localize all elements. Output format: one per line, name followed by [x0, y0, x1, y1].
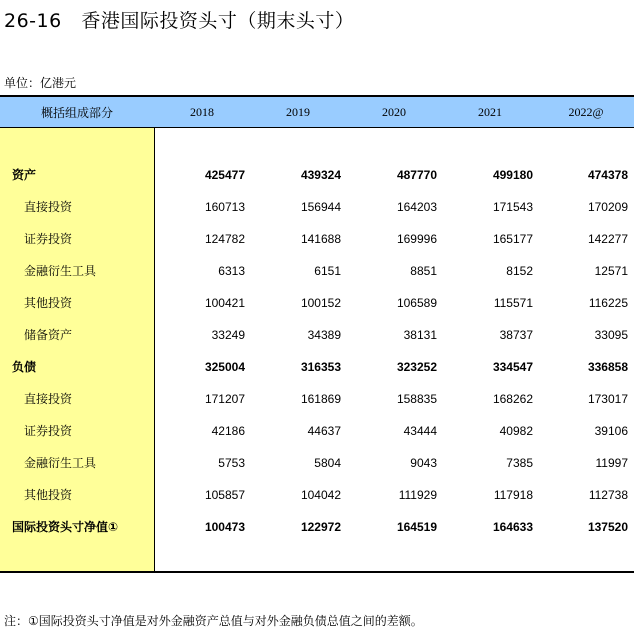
- row-value: 100473: [204, 520, 245, 534]
- row-value: 8851: [410, 264, 437, 278]
- row-value: 323252: [396, 360, 437, 374]
- row-label: 证券投资: [24, 424, 73, 438]
- row-value: 336858: [587, 360, 628, 374]
- header-year: 2021: [442, 97, 539, 127]
- row-value: 169996: [396, 232, 437, 246]
- row-value: 122972: [300, 520, 341, 534]
- row-value: 104042: [300, 488, 341, 502]
- row-value: 487770: [396, 168, 437, 182]
- table-row: [0, 319, 634, 351]
- row-value: 165177: [492, 232, 533, 246]
- row-value: 160713: [204, 200, 245, 214]
- row-value: 141688: [300, 232, 341, 246]
- table-row: [0, 287, 634, 319]
- table-row: [0, 447, 634, 479]
- row-value: 6151: [314, 264, 341, 278]
- row-value: 111929: [398, 488, 437, 502]
- row-value: 124782: [204, 232, 245, 246]
- row-label: 直接投资: [24, 392, 73, 406]
- row-label: 其他投资: [24, 488, 73, 502]
- row-label: 证券投资: [24, 232, 73, 246]
- row-value: 42186: [211, 424, 245, 438]
- row-value: 170209: [587, 200, 628, 214]
- header-year: 2019: [250, 97, 347, 127]
- table-row: [0, 351, 634, 383]
- row-value: 142277: [587, 232, 628, 246]
- row-value: 474378: [587, 168, 628, 182]
- row-value: 40982: [499, 424, 533, 438]
- row-value: 6313: [218, 264, 245, 278]
- header-year: 2022@: [538, 97, 634, 127]
- row-value: 173017: [587, 392, 628, 406]
- table-row: [0, 415, 634, 447]
- row-value: 171207: [204, 392, 245, 406]
- row-value: 33095: [594, 328, 628, 342]
- row-value: 117918: [493, 488, 533, 502]
- row-value: 9043: [410, 456, 437, 470]
- row-label: 金融衍生工具: [24, 264, 97, 278]
- row-value: 7385: [506, 456, 533, 470]
- table-row: [0, 191, 634, 223]
- row-value: 161869: [300, 392, 341, 406]
- row-value: 100421: [204, 296, 245, 310]
- row-value: 171543: [492, 200, 533, 214]
- row-value: 439324: [300, 168, 341, 182]
- row-value: 106589: [396, 296, 437, 310]
- row-value: 100152: [300, 296, 341, 310]
- row-value: 43444: [403, 424, 437, 438]
- row-label: 国际投资头寸净值①: [12, 520, 119, 534]
- row-value: 8152: [506, 264, 533, 278]
- row-label: 其他投资: [24, 296, 73, 310]
- row-value: 44637: [307, 424, 341, 438]
- row-value: 112738: [588, 488, 628, 502]
- row-value: 38737: [499, 328, 533, 342]
- row-value: 5804: [314, 456, 341, 470]
- row-value: 158835: [396, 392, 437, 406]
- unit-label: 单位：亿港元: [4, 76, 77, 90]
- row-value: 105857: [204, 488, 245, 502]
- footnote: 注：①国际投资头寸净值是对外金融资产总值与对外金融负债总值之间的差额。: [4, 614, 423, 628]
- row-value: 39106: [594, 424, 628, 438]
- row-value: 164633: [492, 520, 533, 534]
- header-year: 2020: [346, 97, 443, 127]
- row-value: 38131: [403, 328, 437, 342]
- row-label: 负债: [12, 360, 37, 374]
- row-value: 11997: [595, 456, 628, 470]
- row-value: 115571: [493, 296, 533, 310]
- row-value: 164203: [396, 200, 437, 214]
- table-row: [0, 511, 634, 543]
- table-row: [0, 159, 634, 191]
- row-value: 137520: [587, 520, 628, 534]
- table-row: [0, 479, 634, 511]
- position-table: [0, 95, 634, 573]
- table-row: [0, 383, 634, 415]
- row-value: 425477: [204, 168, 245, 182]
- row-value: 499180: [492, 168, 533, 182]
- header-category: 概括组成部分: [0, 97, 155, 127]
- header-row: [0, 97, 634, 128]
- table-row: [0, 255, 634, 287]
- row-label: 直接投资: [24, 200, 73, 214]
- row-value: 156944: [300, 200, 341, 214]
- row-label: 资产: [12, 168, 37, 182]
- row-label: 储备资产: [24, 328, 73, 342]
- row-value: 168262: [492, 392, 533, 406]
- row-value: 33249: [211, 328, 245, 342]
- row-value: 116225: [588, 296, 628, 310]
- row-value: 12571: [594, 264, 628, 278]
- row-value: 316353: [300, 360, 341, 374]
- row-value: 164519: [396, 520, 437, 534]
- row-value: 334547: [492, 360, 533, 374]
- header-year: 2018: [154, 97, 251, 127]
- page-title: 26-16 香港国际投资头寸（期末头寸）: [4, 10, 355, 32]
- row-value: 325004: [204, 360, 245, 374]
- row-value: 5753: [218, 456, 245, 470]
- row-label: 金融衍生工具: [24, 456, 97, 470]
- row-value: 34389: [307, 328, 341, 342]
- table-row: [0, 223, 634, 255]
